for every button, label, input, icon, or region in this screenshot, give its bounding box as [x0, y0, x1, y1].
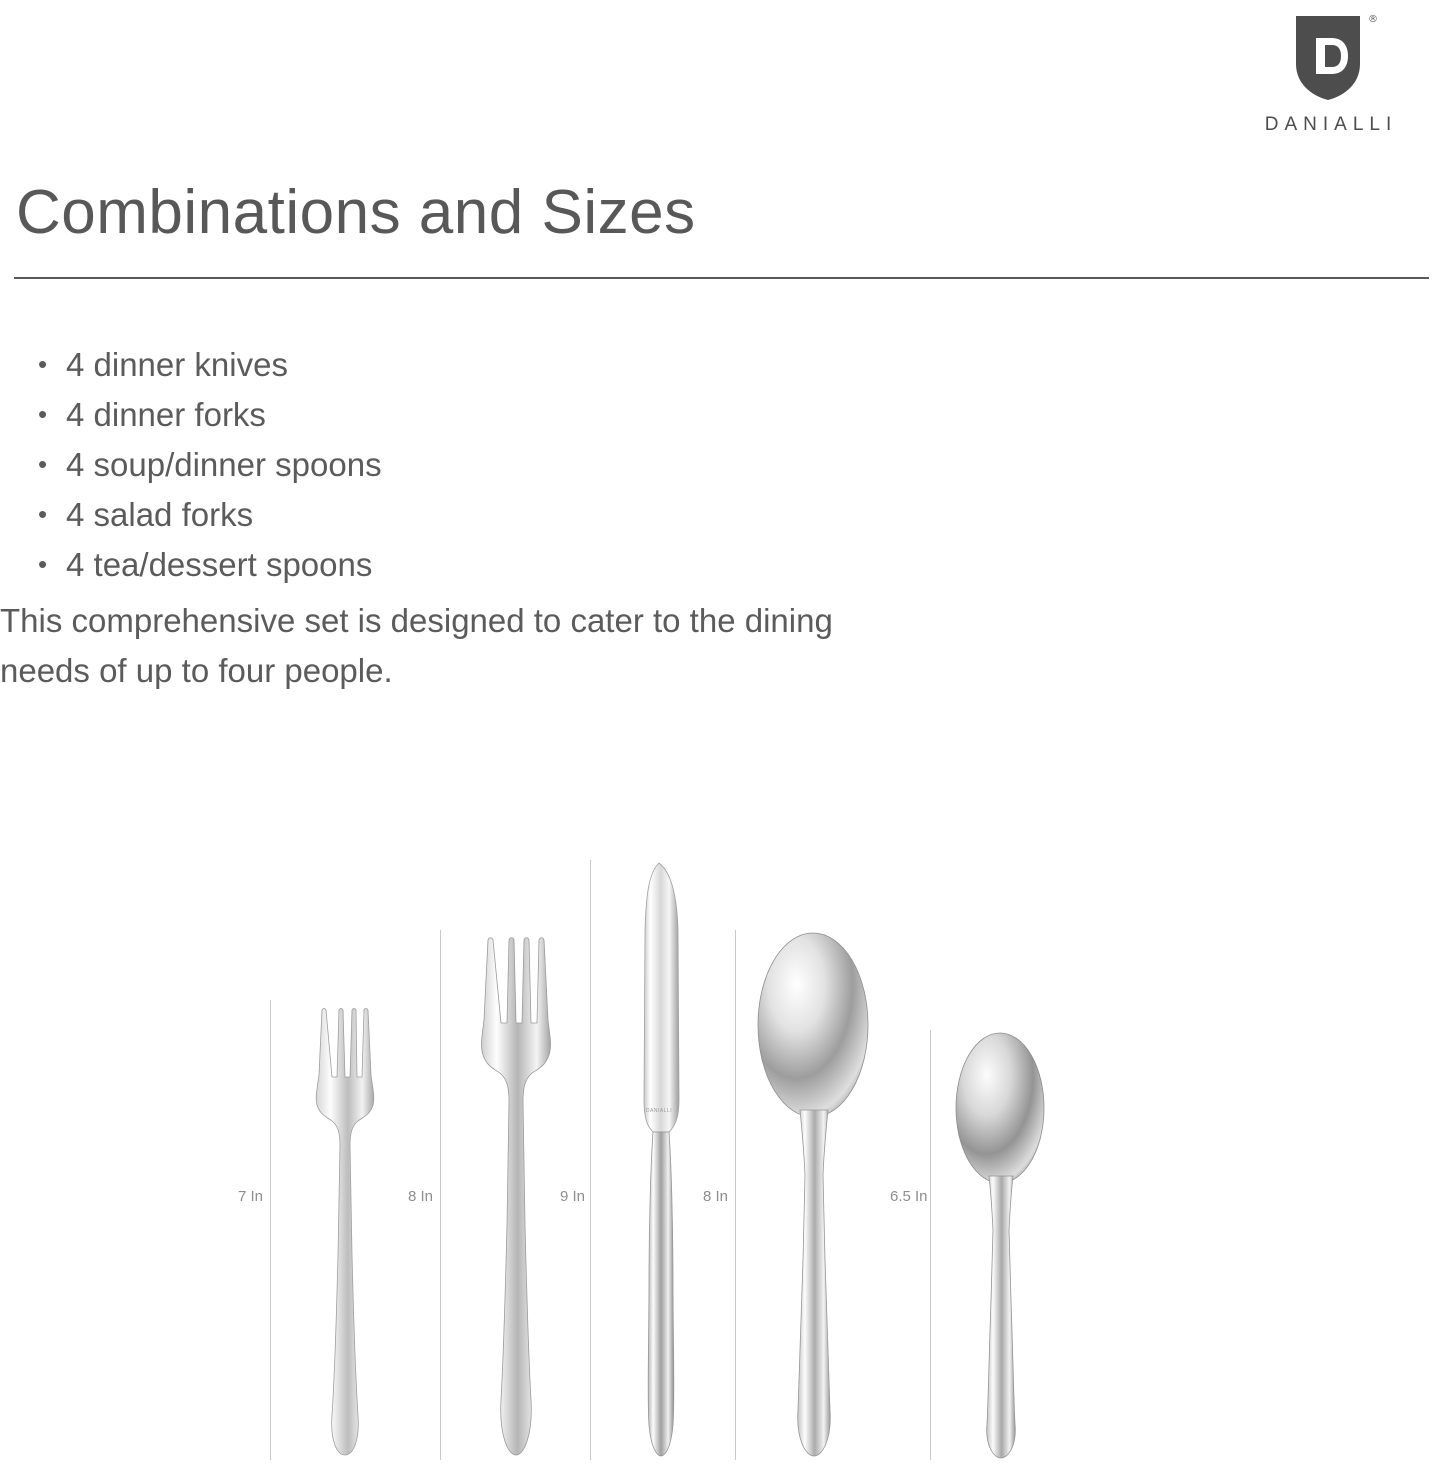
- utensil-dinner-spoon: [750, 930, 880, 1460]
- spec-list: [0, 340, 900, 590]
- measure-line-dinner-fork: [440, 930, 441, 1460]
- list-item: • 4 dinner forks: [0, 390, 900, 440]
- utensil-salad-fork: [290, 1005, 400, 1460]
- list-item: • 4 salad forks: [0, 490, 900, 540]
- size-label-tea-spoon: 6.5 In: [890, 1188, 928, 1205]
- size-label-dinner-spoon: 8 In: [703, 1188, 729, 1205]
- brand-logo: [1233, 12, 1423, 136]
- shield-d-logo-icon: [1292, 12, 1378, 104]
- list-item: • 4 tea/dessert spoons: [0, 540, 900, 590]
- measure-line-dinner-knife: [590, 860, 591, 1460]
- measure-line-dinner-spoon: [735, 930, 736, 1460]
- measure-line-salad-fork: [270, 1000, 271, 1460]
- utensil-dinner-knife: [615, 860, 705, 1460]
- size-comparison-diagram: [230, 840, 1220, 1460]
- utensil-tea-spoon: [945, 1030, 1055, 1460]
- list-item: • 4 soup/dinner spoons: [0, 440, 900, 490]
- description-paragraph: This comprehensive set is designed to cater to the dining needs of up to four people.: [0, 602, 833, 689]
- page-title: Combinations and Sizes: [16, 177, 696, 247]
- brand-name: DANIALLI: [1264, 114, 1398, 135]
- content-block: [0, 340, 900, 729]
- list-item: • 4 dinner knives: [0, 340, 900, 390]
- size-label-salad-fork: 7 In: [238, 1188, 264, 1205]
- utensil-dinner-fork: [455, 935, 575, 1460]
- measure-line-tea-spoon: [930, 1030, 931, 1460]
- size-label-dinner-knife: 9 In: [560, 1188, 586, 1205]
- title-divider: [14, 277, 1429, 279]
- knife-brand-mark: DANIALLI: [645, 1108, 673, 1114]
- registered-mark: ®: [1368, 14, 1378, 25]
- size-label-dinner-fork: 8 In: [408, 1188, 434, 1205]
